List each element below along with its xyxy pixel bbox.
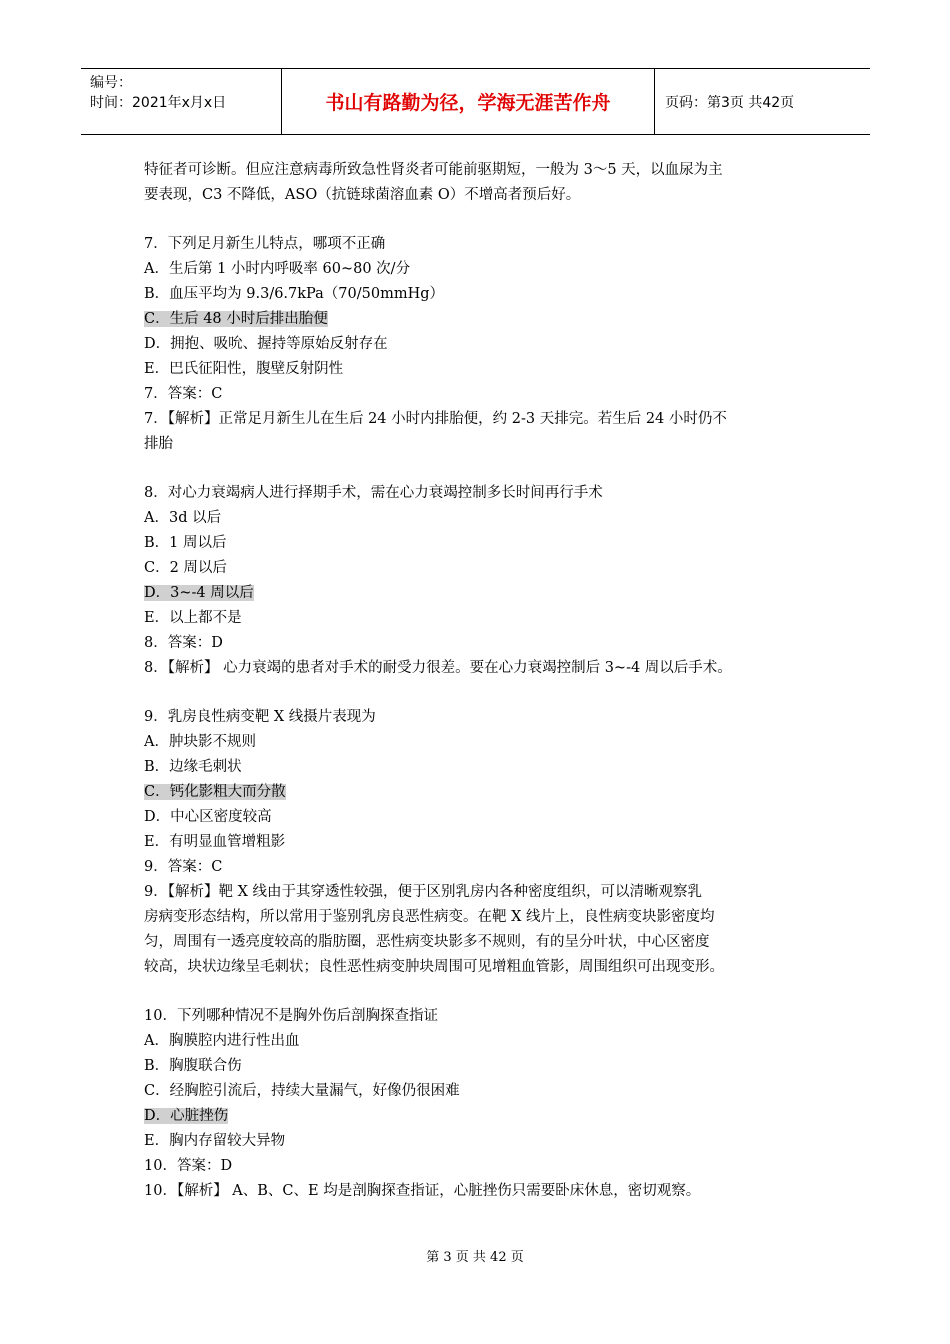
text-line	[144, 282, 816, 307]
line-text: 8．对心力衰竭病人进行择期手术，需在心力衰竭控制多长时间再行手术	[144, 485, 603, 501]
text-line	[144, 730, 816, 755]
text-line	[144, 481, 816, 506]
line-text: 匀，周围有一透亮度较高的脂肪圈，恶性病变块影多不规则，有的呈分叶状，中心区密度	[144, 934, 710, 950]
text-line	[144, 1054, 816, 1079]
line-text: 7．答案：C	[144, 386, 223, 402]
text-line	[144, 1029, 816, 1054]
paragraph-gap	[144, 208, 816, 232]
page-footer: 第 3 页 共 42 页	[426, 1250, 524, 1265]
line-text: 8．答案：D	[144, 635, 223, 651]
line-text: B．胸腹联合伤	[144, 1058, 242, 1074]
text-line	[144, 332, 816, 357]
header-page-number: 页码：第3页 共42页	[665, 94, 795, 111]
text-line	[144, 183, 816, 208]
text-line	[144, 407, 816, 432]
text-line	[144, 432, 816, 457]
highlighted-answer: D．3~-4 周以后	[144, 585, 254, 601]
text-line	[144, 158, 816, 183]
line-text: 8．【解析】 心力衰竭的患者对手术的耐受力很差。要在心力衰竭控制后 3~-4 周以后手术。	[144, 660, 732, 676]
paragraph-gap	[144, 681, 816, 705]
header-code: 编号：	[90, 75, 132, 91]
header-date: 时间：2021年x月x日	[90, 95, 227, 111]
line-text: D．中心区密度较高	[144, 809, 272, 825]
document-body	[144, 158, 816, 1204]
text-line	[144, 1004, 816, 1029]
text-line	[144, 581, 816, 606]
text-line	[144, 506, 816, 531]
text-line	[144, 232, 816, 257]
line-text: 9．【解析】靶 X 线由于其穿透性较强，便于区别乳房内各种密度组织，可以清晰观察乳	[144, 884, 703, 900]
text-line	[144, 880, 816, 905]
text-line	[144, 1129, 816, 1154]
line-text: 7．【解析】正常足月新生儿在生后 24 小时内排胎便，约 2-3 天排完。若生后 24 小时仍不	[144, 411, 727, 427]
text-line	[144, 556, 816, 581]
text-line	[144, 307, 816, 332]
highlighted-answer: D．心脏挫伤	[144, 1108, 229, 1124]
line-text: B．1 周以后	[144, 535, 227, 551]
line-text: 10．答案：D	[144, 1158, 233, 1174]
line-text: 特征者可诊断。但应注意病毒所致急性肾炎者可能前驱期短，一般为 3～5 天，以血尿为主	[144, 162, 723, 178]
text-line	[144, 1079, 816, 1104]
text-line	[144, 1154, 816, 1179]
line-text: 9．乳房良性病变靶 X 线摄片表现为	[144, 709, 376, 725]
text-line	[144, 631, 816, 656]
line-text: 房病变形态结构，所以常用于鉴别乳房良恶性病变。在靶 X 线片上，良性病变块影密度均	[144, 909, 715, 925]
text-line	[144, 805, 816, 830]
line-text: B．血压平均为 9.3/6.7kPa（70/50mmHg）	[144, 286, 445, 302]
text-line	[144, 357, 816, 382]
text-line	[144, 830, 816, 855]
text-line	[144, 257, 816, 282]
text-line	[144, 1104, 816, 1129]
text-line	[144, 382, 816, 407]
line-text: 要表现，C3 不降低，ASO（抗链球菌溶血素 O）不增高者预后好。	[144, 187, 581, 203]
line-text: D．拥抱、吸吮、握持等原始反射存在	[144, 336, 388, 352]
line-text: A．3d 以后	[144, 510, 222, 526]
text-line	[144, 606, 816, 631]
highlighted-answer: C．生后 48 小时后排出胎便	[144, 311, 328, 327]
line-text: 10．【解析】 A、B、C、E 均是剖胸探查指证，心脏挫伤只需要卧床休息，密切观察。	[144, 1183, 701, 1199]
line-text: 7．下列足月新生儿特点，哪项不正确	[144, 236, 386, 252]
header-motto: 书山有路勤为径，学海无涯苦作舟	[282, 69, 655, 134]
text-line	[144, 780, 816, 805]
line-text: 9．答案：C	[144, 859, 223, 875]
line-text: A．胸膜腔内进行性出血	[144, 1033, 300, 1049]
text-line	[144, 656, 816, 681]
line-text: E．以上都不是	[144, 610, 242, 626]
line-text: 较高，块状边缘呈毛刺状；良性恶性病变肿块周围可见增粗血管影，周围组织可出现变形。	[144, 959, 724, 975]
text-line	[144, 855, 816, 880]
text-line	[144, 755, 816, 780]
text-line	[144, 930, 816, 955]
line-text: C．2 周以后	[144, 560, 227, 576]
text-line	[144, 531, 816, 556]
paragraph-gap	[144, 457, 816, 481]
line-text: C．经胸腔引流后，持续大量漏气，好像仍很困难	[144, 1083, 460, 1099]
line-text: A．肿块影不规则	[144, 734, 256, 750]
line-text: 排胎	[144, 436, 173, 452]
line-text: 10．下列哪种情况不是胸外伤后剖胸探查指证	[144, 1008, 438, 1024]
highlighted-answer: C．钙化影粗大而分散	[144, 784, 286, 800]
page-header	[81, 68, 870, 135]
line-text: E．胸内存留较大异物	[144, 1133, 286, 1149]
text-line	[144, 905, 816, 930]
text-line	[144, 705, 816, 730]
paragraph-gap	[144, 980, 816, 1004]
line-text: A．生后第 1 小时内呼吸率 60~80 次/分	[144, 261, 411, 277]
text-line	[144, 955, 816, 980]
line-text: E．有明显血管增粗影	[144, 834, 286, 850]
text-line	[144, 1179, 816, 1204]
line-text: B．边缘毛刺状	[144, 759, 242, 775]
line-text: E．巴氏征阳性，腹壁反射阴性	[144, 361, 344, 377]
header-meta	[81, 69, 282, 134]
